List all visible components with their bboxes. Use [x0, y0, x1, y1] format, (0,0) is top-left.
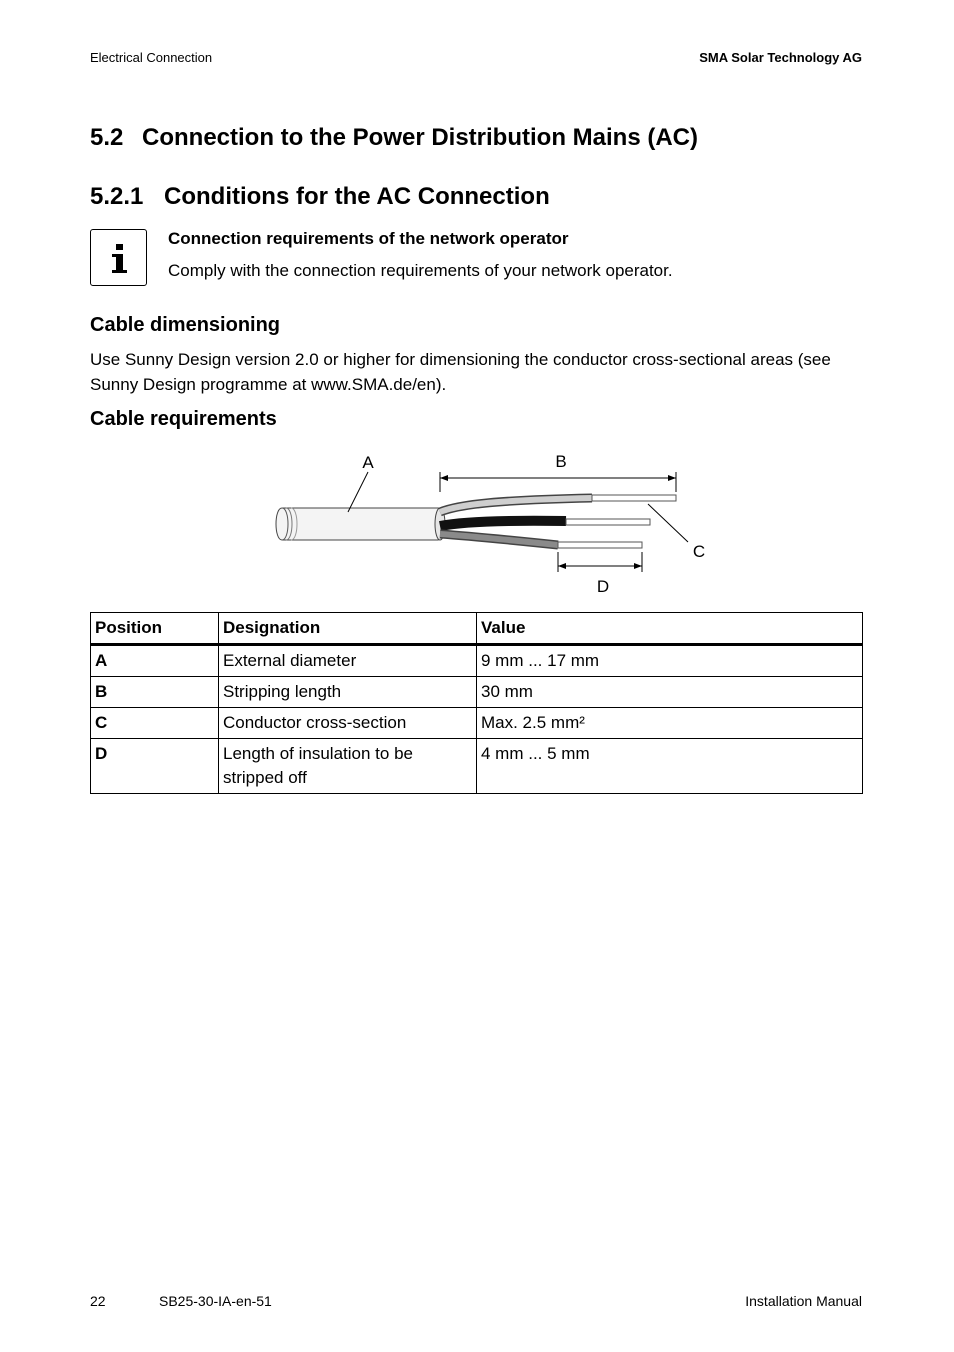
table-cell-position: D — [91, 739, 219, 794]
subsection-number: 5.2.1 — [90, 183, 144, 210]
dimension-d — [558, 552, 642, 572]
footer-page-number: 22 — [90, 1293, 106, 1309]
table-row — [91, 677, 863, 708]
table-cell-designation: Conductor cross-section — [219, 708, 477, 739]
table-row — [91, 645, 863, 677]
table-row — [91, 739, 863, 794]
cable-requirements-heading: Cable requirements — [90, 408, 277, 430]
section-number: 5.2 — [90, 124, 124, 151]
table-cell-designation: Stripping length — [219, 677, 477, 708]
label-c: C — [692, 542, 706, 561]
leader-c — [648, 504, 688, 542]
cable-cores — [440, 495, 676, 548]
cable-dimensioning-text: Use Sunny Design version 2.0 or higher for dimensioning the conductor cross-sectional areas (see Sunny Design programme at www.SMA.de/en). — [90, 350, 831, 394]
table-header-designation: Designation — [219, 613, 477, 645]
section-title: Connection to the Power Distribution Mains (AC) — [142, 124, 698, 151]
info-glyph — [91, 230, 146, 285]
table-cell-value: 30 mm — [477, 677, 863, 708]
note-text: Comply with the connection requirements of your network operator. — [168, 261, 673, 280]
table-cell-value: 4 mm ... 5 mm — [477, 739, 863, 794]
table-header-row — [91, 613, 863, 645]
table-row — [91, 708, 863, 739]
table-cell-value: 9 mm ... 17 mm — [477, 645, 863, 677]
footer-manual-title: Installation Manual — [745, 1293, 862, 1309]
table-cell-designation: External diameter — [219, 645, 477, 677]
cable-requirements-table — [90, 612, 863, 794]
running-header-left: Electrical Connection — [90, 50, 213, 65]
table-cell-value: Max. 2.5 mm² — [477, 708, 863, 739]
table-cell-designation: Length of insulation to be stripped off — [219, 739, 477, 794]
table-header-position: Position — [91, 613, 219, 645]
label-b: B — [555, 452, 567, 471]
table-cell-position: A — [91, 645, 219, 677]
cable-sheath — [276, 508, 445, 540]
table-cell-position: B — [91, 677, 219, 708]
info-icon — [90, 229, 147, 286]
subsection-title: Conditions for the AC Connection — [164, 183, 550, 210]
label-a: A — [362, 453, 374, 472]
table-cell-position: C — [91, 708, 219, 739]
footer-doc-id: SB25-30-IA-en-51 — [159, 1293, 272, 1309]
table-header-value: Value — [477, 613, 863, 645]
cable-figure — [270, 448, 710, 598]
subsection-heading — [90, 183, 550, 211]
label-d: D — [596, 577, 610, 596]
running-header-right: SMA Solar Technology AG — [699, 50, 862, 65]
cable-dimensioning-heading: Cable dimensioning — [90, 314, 281, 336]
leader-a — [348, 472, 368, 512]
section-heading — [90, 124, 698, 152]
dimension-b — [440, 472, 676, 492]
note-title: Connection requirements of the network operator — [168, 229, 569, 248]
